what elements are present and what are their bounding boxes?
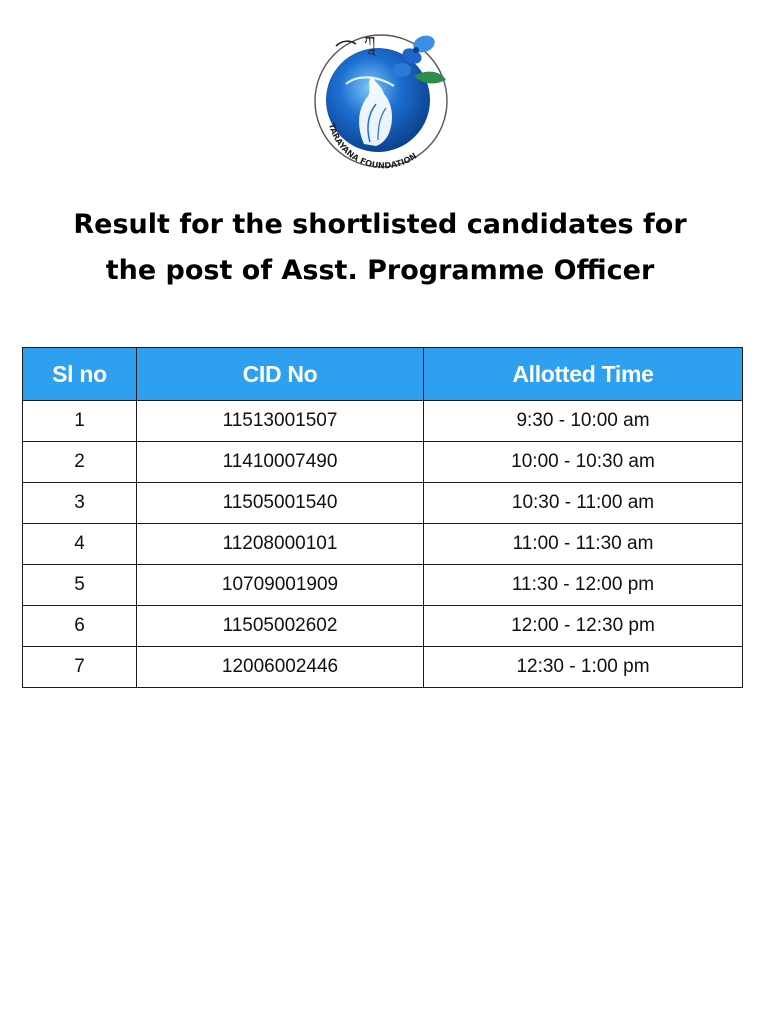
table-header-row: [23, 348, 743, 401]
cell-cid-no: 12006002446: [137, 647, 424, 688]
cell-allotted-time: 12:30 - 1:00 pm: [424, 647, 743, 688]
cell-sl-no: 7: [23, 647, 137, 688]
table-row: [23, 524, 743, 565]
header-allotted-time: Allotted Time: [424, 348, 743, 401]
cell-sl-no: 3: [23, 483, 137, 524]
table-row: [23, 483, 743, 524]
header-cid-no: CID No: [137, 348, 424, 401]
cell-allotted-time: 12:00 - 12:30 pm: [424, 606, 743, 647]
results-table: [22, 347, 743, 688]
table-row: [23, 401, 743, 442]
cell-allotted-time: 9:30 - 10:00 am: [424, 401, 743, 442]
cell-sl-no: 2: [23, 442, 137, 483]
cell-cid-no: 11410007490: [137, 442, 424, 483]
cell-sl-no: 5: [23, 565, 137, 606]
logo-script-text: ཀཱ: [364, 33, 376, 52]
cell-cid-no: 11505002602: [137, 606, 424, 647]
cell-sl-no: 4: [23, 524, 137, 565]
cell-cid-no: 11208000101: [137, 524, 424, 565]
cell-sl-no: 6: [23, 606, 137, 647]
table-row: [23, 442, 743, 483]
title-line-1: Result for the shortlisted candidates for: [73, 209, 687, 240]
tarayana-foundation-logo: [306, 26, 456, 176]
cell-allotted-time: 10:30 - 11:00 am: [424, 483, 743, 524]
cell-cid-no: 11505001540: [137, 483, 424, 524]
logo-ring-text: TARAYANA FOUNDATION: [326, 122, 419, 171]
cell-allotted-time: 11:30 - 12:00 pm: [424, 565, 743, 606]
cell-cid-no: 10709001909: [137, 565, 424, 606]
cell-allotted-time: 10:00 - 10:30 am: [424, 442, 743, 483]
table-row: [23, 647, 743, 688]
title-line-2: the post of Asst. Programme Officer: [105, 255, 655, 286]
cell-cid-no: 11513001507: [137, 401, 424, 442]
cell-sl-no: 1: [23, 401, 137, 442]
header-sl-no: Sl no: [23, 348, 137, 401]
table-row: [23, 565, 743, 606]
page-title: [0, 202, 760, 294]
cell-allotted-time: 11:00 - 11:30 am: [424, 524, 743, 565]
table-row: [23, 606, 743, 647]
